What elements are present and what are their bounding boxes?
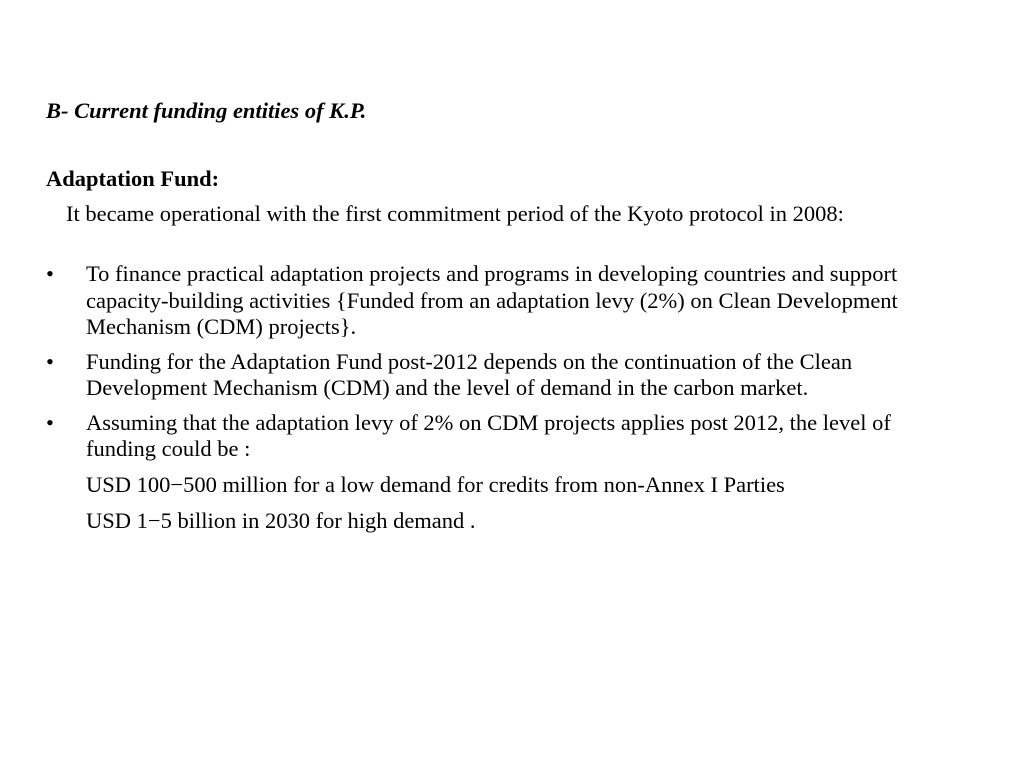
bullet-text: Funding for the Adaptation Fund post-2012 depends on the continuation of the Clean Development Mechanism (CDM) and the level of demand in the carbon market. — [86, 348, 853, 400]
section-heading: B- Current funding entities of K.P. — [46, 98, 367, 123]
bullet-item-finance — [46, 261, 946, 341]
intro-paragraph: It became operational with the first commitment period of the Kyoto protocol in 2008: — [66, 201, 844, 226]
funding-scenarios — [46, 463, 946, 534]
fund-title: Adaptation Fund: — [46, 166, 220, 191]
bullet-marker: • — [46, 348, 54, 374]
funding-scenario-low-demand: USD 100−500 million for a low demand for credits from non-Annex I Parties — [86, 472, 785, 497]
bullet-marker: • — [46, 261, 54, 286]
bullet-text: To finance practical adaptation projects and programs in developing countries and support capacity-building activities {Funded from an adaptation levy (2%) on Clean Development Mechanism (CDM) projects}. — [86, 261, 898, 339]
bullet-marker: • — [46, 409, 54, 435]
bullet-text: Assuming that the adaptation levy of 2% on CDM projects applies post 2012, the level of funding could be : — [86, 409, 891, 461]
bullet-list — [46, 261, 946, 471]
funding-scenario-high-demand: USD 1−5 billion in 2030 for high demand . — [86, 507, 476, 533]
bullet-item-post-2012 — [46, 349, 946, 402]
bullet-item-funding-level — [46, 410, 946, 463]
